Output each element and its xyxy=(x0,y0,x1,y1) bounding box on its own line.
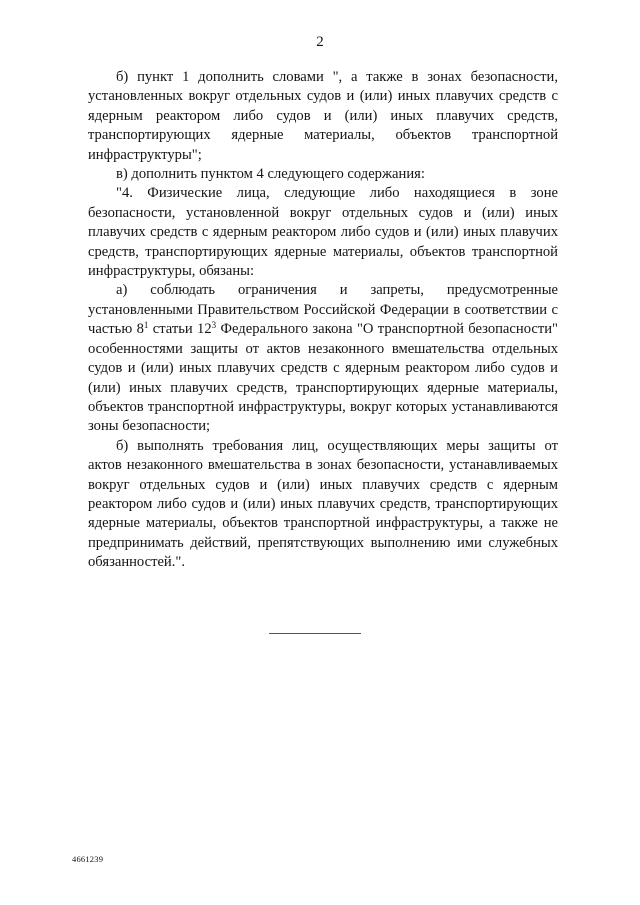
superscript-3: 3 xyxy=(211,320,217,331)
subitem-a-text-3: Федерального закона "О транспортной безопасности" особенностями защиты от актов незаконного вмешательства отдельных судов и (или) иных плавучих средств с ядерным реактором либо судов и (или) иных плавучих средств, транспортирующих ядерные материалы, объектов транспортной инфраструктуры, вокруг которых устанавливаются зоны безопасности; xyxy=(88,321,558,435)
document-body xyxy=(88,68,558,573)
paragraph-item-b-point-1: б) пункт 1 дополнить словами ", а также в зонах безопасности, установленных вокруг отдельных судов и (или) иных плавучих средств с ядерным реактором либо судов и (или) иных плавучих средств, транспортирующих ядерные материалы, объектов транспортной инфраструктуры"; xyxy=(88,69,558,163)
paragraph-item-v: в) дополнить пунктом 4 следующего содержания: xyxy=(116,166,425,183)
paragraph-subitem-a xyxy=(88,281,558,436)
end-divider-line xyxy=(269,633,361,634)
subitem-a-text-1: а) соблюдать ограничения и запреты, предусмотренные установленными Правительством Российской Федерации в соответствии с частью 8 xyxy=(88,282,558,338)
subitem-a-text-2: статьи 12 xyxy=(148,321,212,338)
page-number: 2 xyxy=(316,34,324,50)
document-code: 4661239 xyxy=(72,854,104,864)
superscript-1: 1 xyxy=(143,320,149,331)
paragraph-subitem-b: б) выполнять требования лиц, осуществляющих меры защиты от актов незаконного вмешательства в зонах безопасности, устанавливаемых вокруг отдельных судов и (или) иных плавучих средств с ядерным реактором либо судов и (или) иных плавучих средств, транспортирующих ядерные материалы, объектов транспортной инфраструктуры, а также не предпринимать действий, препятствующих выполнению ими служебных обязанностей.". xyxy=(88,437,558,571)
paragraph-point-4: "4. Физические лица, следующие либо находящиеся в зоне безопасности, установленной вокруг отдельных судов и (или) иных плавучих средств с ядерным реактором либо судов и (или) иных плавучих средств, транспортирующих ядерные материалы, объектов транспортной инфраструктуры, обязаны: xyxy=(88,185,558,280)
